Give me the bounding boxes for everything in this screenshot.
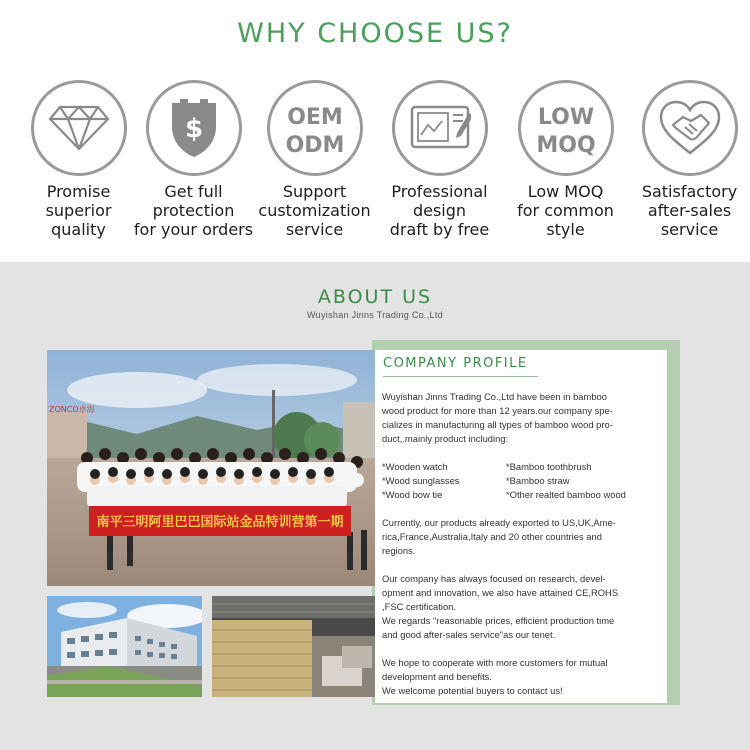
feature-quality-text: Promise superior quality: [45, 182, 112, 239]
profile-research: Our company has always focused on research, devel- opment and innovation, we also have attained CE,ROHS ,FSC certification. We regards "reasonable prices, efficient production time and good after-sales service"as our tenet.: [382, 573, 619, 640]
profile-export: Currently, our products already exported to US,UK,Ame- rica,France,Australia,Italy and 20 other countries and regions.: [382, 517, 616, 556]
feature-after-sales: [627, 80, 750, 239]
feature-protection: [131, 80, 256, 239]
feature-customization-text: Support customization service: [258, 182, 371, 239]
profile-title-underline: [383, 376, 538, 377]
feature-after-sales-text: Satisfactory after-sales service: [641, 182, 738, 239]
design-tablet-icon: [392, 80, 488, 176]
low-moq-badge: [518, 80, 614, 176]
profile-intro: Wuyishan Jinns Trading Co.,Ltd have been in bamboo wood product for more than 12 years.our company spe- cializes in manufacturing all types of bamboo wood pro- duct,.mainly product including:: [382, 391, 613, 444]
building-sign-text: ZONCO卓海: [49, 405, 95, 414]
factory-building-photo: [47, 596, 202, 697]
feature-design: [377, 80, 502, 239]
feature-low-moq: [503, 80, 628, 239]
feature-protection-text: Get full protection for your orders: [133, 182, 254, 239]
company-profile-card: [375, 350, 667, 703]
badge-odm-text: ODM: [285, 133, 344, 158]
badge-low-text: LOW: [537, 105, 594, 130]
badge-moq-text: MOQ: [535, 133, 596, 158]
product-list-right: *Bamboo toothbrush *Bamboo straw *Other realted bamboo wood: [506, 461, 626, 500]
feature-design-text: Professional design draft by free: [389, 182, 490, 239]
oem-odm-badge: [267, 80, 363, 176]
team-photo: [47, 350, 375, 586]
company-profile-title: COMPANY PROFILE: [383, 356, 528, 371]
svg-text:$: $: [184, 114, 203, 144]
feature-customization: [252, 80, 377, 239]
badge-oem-text: OEM: [286, 105, 343, 130]
bamboo-warehouse-photo: [212, 596, 375, 697]
product-list-left: *Wooden watch *Wood sunglasses *Wood bow tie: [382, 461, 460, 500]
banner-text: 南平三明阿里巴巴国际站金品特训营第一期: [96, 515, 344, 530]
shield-dollar-icon: [146, 80, 242, 176]
feature-quality: [16, 80, 141, 239]
profile-closing: We hope to cooperate with more customers for mutual development and benefits. We welcome potential buyers to contact us!: [382, 657, 608, 696]
feature-low-moq-text: Low MOQ for common style: [517, 182, 614, 239]
why-choose-us-title: WHY CHOOSE US?: [237, 18, 513, 49]
about-us-subtitle: Wuyishan Jinns Trading Co.,Ltd: [307, 310, 443, 320]
about-us-title: ABOUT US: [317, 286, 433, 308]
about-us-section: [0, 262, 750, 750]
why-choose-us-section: [0, 0, 750, 262]
handshake-heart-icon: [642, 80, 738, 176]
diamond-icon: [31, 80, 127, 176]
